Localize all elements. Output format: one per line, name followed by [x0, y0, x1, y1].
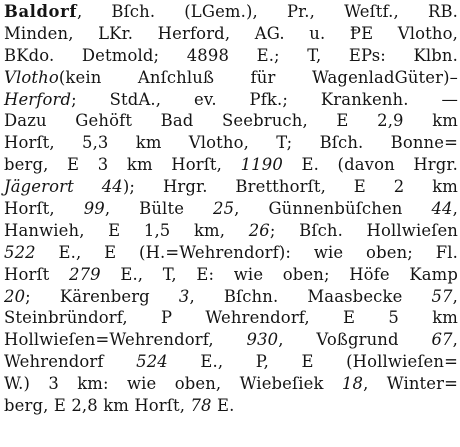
text-line-4: Vlotho(kein Anſchluß für WagenladGüter)–: [4, 67, 458, 87]
headword: Baldorf: [4, 2, 77, 21]
text-line-12: 522 E., E (H.=Wehrendorf): wie oben; Fl.: [4, 242, 458, 262]
text-line-7: Horſt, 5,3 km Vlotho, T; Bſch. Bonne=: [4, 133, 458, 153]
text-line-17: Wehrendorf 524 E., P, E (Hollwieſen=: [4, 352, 458, 372]
text-line-18: W.) 3 km: wie oben, Wiebeſiek 18, Winter=: [4, 374, 458, 394]
gazetteer-entry: [4, 1, 458, 417]
text-line-6: Dazu Gehöft Bad Seebruch, E 2,9 km: [4, 111, 458, 131]
text-line-1: Baldorf, Bſch. (LGem.), Pr., Weſtf., RB.: [4, 2, 458, 21]
text-line-19: berg, E 2,8 km Horſt, 78 E.: [4, 396, 235, 416]
text-line-14: 20; Kärenberg 3, Bſchn. Maasbecke 57,: [4, 286, 458, 306]
text-line-13: Horſt 279 E., T, E: wie oben; Höfe Kamp: [4, 264, 458, 284]
text-line-11: Hanwieh, E 1,5 km, 26; Bſch. Hollwieſen: [4, 220, 458, 240]
text-line-8: berg, E 3 km Horſt, 1190 E. (davon Hrgr.: [4, 155, 458, 175]
text-line-16: Hollwieſen=Wehrendorf, 930, Voßgrund 67,: [4, 330, 458, 350]
text-line-15: Steinbründorf, P Wehrendorf, E 5 km: [4, 308, 458, 328]
text-line-9: Jägerort 44); Hrgr. Bretthorſt, E 2 km: [4, 177, 458, 197]
text-line-5: Herford; StdA., ev. Pfk.; Krankenh. —: [4, 89, 458, 109]
text-line-3: BKdo. Detmold; 4898 E.; T, EPs: Klbn.: [4, 45, 458, 65]
text-line-2: Minden, LKr. Herford, AG. u. ⱣE Vlotho,: [4, 23, 458, 43]
text-line-10: Horſt, 99, Bülte 25, Günnenbüſchen 44,: [4, 199, 458, 219]
